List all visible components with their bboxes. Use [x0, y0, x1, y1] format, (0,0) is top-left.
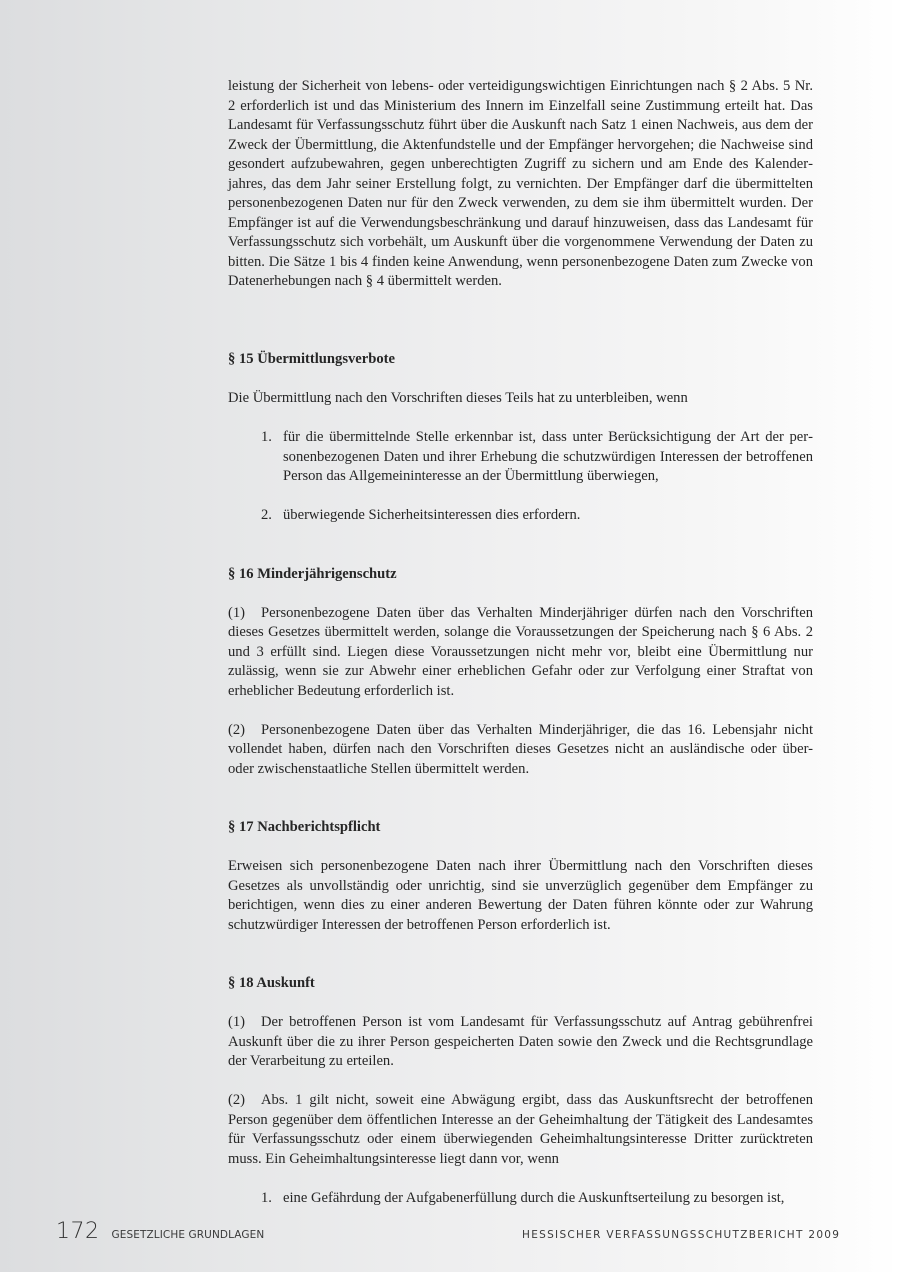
paragraph-text: Personenbezogene Daten über das Verhalten Minderjähriger, die das 16. Lebensjahr nicht vollendet haben, dürfen nach den Vorschriften dieses Gesetzes nicht an ausländische oder über- oder zwischenstaatliche Stellen übermittelt werden.: [228, 721, 813, 777]
section-heading: § 18 Auskunft: [228, 975, 315, 991]
numbered-list: [228, 428, 813, 526]
list-number: 2.: [261, 507, 272, 523]
paragraph: [228, 721, 813, 780]
section-heading: § 15 Übermittlungsverbote: [228, 351, 395, 367]
paragraph: [228, 1013, 813, 1072]
paragraph-number: (2): [228, 1092, 246, 1108]
paragraph: [228, 604, 813, 702]
list-number: 1.: [261, 1189, 272, 1206]
document-body: [228, 77, 813, 1208]
spacer: [228, 331, 813, 351]
footer-section-title: GESETZLICHE GRUNDLAGEN: [111, 1229, 265, 1241]
paragraph-text: Abs. 1 gilt nicht, soweit eine Abwägung ergibt, dass das Auskunftsrecht der betroffenen Person gegenüber dem öffentlichen Interesse an der Geheimhaltung der Tätigkeit des Landesamtes für Verfassungsschutz oder einem überwiegenden Geheimhaltungsinteresse Dritter zurücktreten muss. Ein Geheimhaltungsinteresse liegt dann vor, wenn: [228, 1092, 813, 1167]
paragraph: [228, 1091, 813, 1169]
paragraph-text: Personenbezogene Daten über das Verhalten Minderjähriger dürfen nach den Vorschriften dieses Gesetzes übermittelt werden, solange die Voraussetzungen der Speicherung nach § 6 Abs. 2 und 3 erfüllt sind. Liegen diese Voraussetzungen nicht mehr vor, bleibt eine Übermittlung nur zulässig, wenn sie zur Abwehr einer erheblichen Gefahr oder zur Verfolgung einer Straftat von erheblicher Bedeutung erforderlich ist.: [228, 604, 813, 699]
paragraph-number: (1): [228, 1014, 246, 1030]
spacer: [228, 292, 813, 331]
footer-left: [56, 1219, 264, 1244]
paragraph-number: (1): [228, 604, 246, 621]
section-heading: § 17 Nachberichtspflicht: [228, 819, 381, 835]
paragraph-text: Der betroffenen Person ist vom Landesamt für Verfassungsschutz auf Antrag gebührenfrei Auskunft über die zu ihrer Person gespeicherten Daten sowie den Zweck und die Rechtsgrundlage der Verarbeitung zu erteilen.: [228, 1014, 813, 1069]
list-text: für die übermittelnde Stelle erkennbar ist, dass unter Berücksichtigung der Art der personenbezogenen Daten und ihrer Erhebung die schutzwürdigen Interessen der betroffenen Person das Allgemeininteresse an der Übermittlung überwiegen,: [283, 429, 813, 484]
numbered-list: [228, 1189, 813, 1209]
list-number: 1.: [261, 429, 272, 445]
section-16: [228, 565, 813, 780]
list-item: [228, 428, 813, 487]
paragraph-text: Erweisen sich personenbezogene Daten nach ihrer Übermittlung nach den Vorschriften dieses Gesetzes als unvollständig oder unrichtig, sind sie unverzüglich gegenüber dem Empfänger zu berichtigen, wenn dies zu einer anderen Bewertung der Daten führen könnte oder zur Wahrung schutzwürdiger Interessen der betroffenen Person erforderlich ist.: [228, 858, 813, 933]
list-item: [228, 1189, 813, 1209]
section-15: [228, 350, 813, 526]
continuation-paragraph: leistung der Sicherheit von lebens- oder verteidigungswichtigen Einrichtungen nach § 2 Abs. 5 Nr. 2 erforderlich ist und das Ministerium des Innern im Einzelfall seine Zustimmung erteilt hat. Das Landesamt für Verfassungsschutz führt über die Auskunft nach Satz 1 einen Nachweis, aus dem der Zweck der Übermittlung, die Aktenfundstelle und der Empfänger hervorgehen; die Nachweise sind gesondert aufzubewahren, gegen unberechtigten Zugriff zu sichern und am Ende des Kalenderjahres, das dem Jahr seiner Erstellung folgt, zu vernichten. Der Empfänger darf die übermittelten personenbezogenen Daten nur für den Zweck verwenden, zu dem sie ihm übermittelt wurden. Der Empfänger ist auf die Verwendungsbeschränkung und darauf hinzuweisen, dass das Landesamt für Verfassungsschutz sich vorbehält, um Auskunft über die vorgenommene Verwendung der Daten zu bitten. Die Sätze 1 bis 4 finden keine Anwendung, wenn personenbezogene Daten zum Zwecke von Datenerhebungen nach § 4 übermittelt werden.: [228, 78, 813, 289]
list-text: eine Gefährdung der Aufgabenerfüllung durch die Auskunftserteilung zu besorgen ist,: [283, 1189, 785, 1206]
footer-publication-title: HESSISCHER VERFASSUNGSSCHUTZBERICHT 2009: [522, 1229, 841, 1241]
section-heading: § 16 Minderjährigenschutz: [228, 565, 397, 582]
page-number: 172: [56, 1219, 100, 1244]
paragraph-number: (2): [228, 721, 246, 738]
section-17: [228, 818, 813, 935]
list-item: [228, 506, 813, 526]
list-text: überwiegende Sicherheitsinteressen dies erfordern.: [283, 507, 581, 523]
section-18: [228, 974, 813, 1208]
section-intro: Die Übermittlung nach den Vorschriften dieses Teils hat zu unterbleiben, wenn: [228, 390, 688, 406]
page-edge: [892, 0, 900, 1272]
